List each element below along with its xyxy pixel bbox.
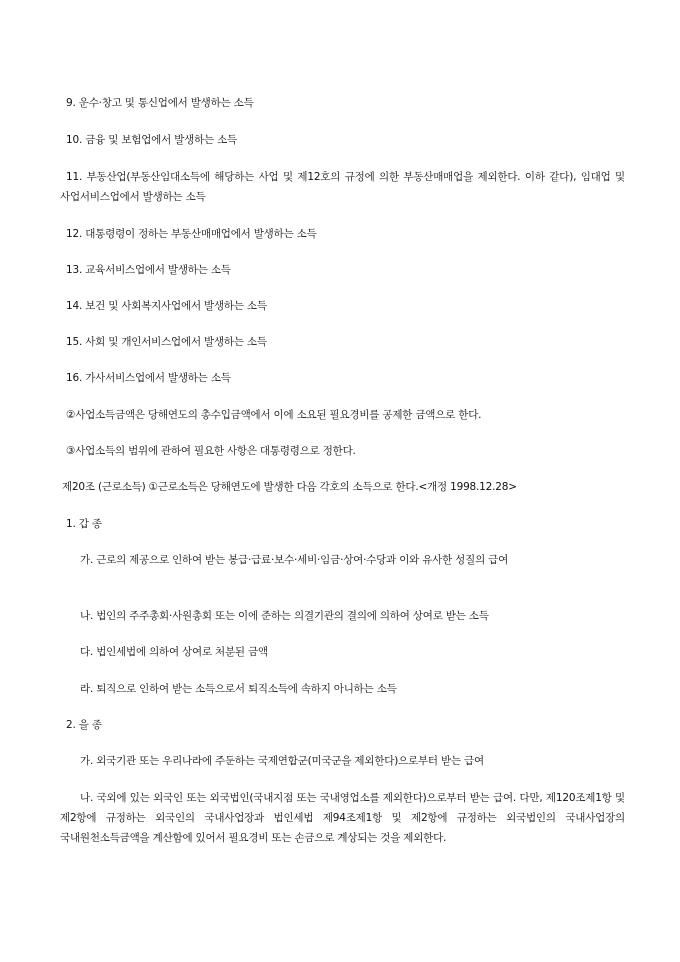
item-14: 14. 보건 및 사회복지사업에서 발생하는 소득	[66, 300, 267, 312]
item-10: 10. 금융 및 보험업에서 발생하는 소득	[66, 134, 237, 146]
item-16: 16. 가사서비스업에서 발생하는 소득	[66, 372, 231, 384]
section-1-heading: 1. 갑 종	[66, 518, 102, 530]
section-1-item-ga-text: 가. 근로의 제공으로 인하여 받는 봉급·급료·보수·세비·임금·상여·수당과 이와 유사한 성질의 급여	[80, 554, 509, 566]
section-1-item-ra: 라. 퇴직으로 인하여 받는 소득으로서 퇴직소득에 속하지 아니하는 소득	[80, 683, 397, 695]
section-1-item-ga	[60, 550, 625, 570]
section-2-item-na: 나. 국외에 있는 외국인 또는 외국법인(국내지점 또는 국내영업소를 제외한다)으로부터 받는 급여. 다만, 제120조제1항 및 제2항에 규정하는 외국인의 국내사업장과 법인세법 제94조제1항 및 제2항에 규정하는 외국법인의 국내사업장의 국내원천소득금액을 계산함에 있어서 필요경비 또는 손금으로 계상되는 것을 제외한다.	[60, 792, 625, 844]
item-15: 15. 사회 및 개인서비스업에서 발생하는 소득	[66, 336, 267, 348]
section-2-heading: 2. 을 종	[66, 719, 102, 731]
item-11: 11. 부동산업(부동산임대소득에 해당하는 사업 및 제12호의 규정에 의한 부동산매매업을 제외한다. 이하 같다), 임대업 및 사업서비스업에서 발생하는 소득	[60, 171, 625, 203]
article-20-heading: 제20조 (근로소득) ①근로소득은 당해연도에 발생한 다음 각호의 소득으로 한다.<개정 1998.12.28>	[62, 481, 517, 493]
section-1-item-da: 다. 법인세법에 의하여 상여로 처분된 금액	[80, 646, 268, 658]
item-13: 13. 교육서비스업에서 발생하는 소득	[66, 264, 231, 276]
section-2-item-ga: 가. 외국기관 또는 우리나라에 주둔하는 국제연합군(미국군을 제외한다)으로부터 받는 급여	[80, 755, 484, 767]
section-1-item-na: 나. 법인의 주주총회·사원총회 또는 이에 준하는 의결기관의 결의에 의하여 상여로 받는 소득	[80, 610, 489, 622]
clause-2: ②사업소득금액은 당해연도의 총수입금액에서 이에 소요된 필요경비를 공제한 금액으로 한다.	[66, 409, 482, 421]
clause-3: ③사업소득의 범위에 관하여 필요한 사항은 대통령령으로 정한다.	[66, 445, 356, 457]
item-9: 9. 운수·창고 및 통신업에서 발생하는 소득	[66, 97, 254, 109]
item-12: 12. 대통령령이 정하는 부동산매매업에서 발생하는 소득	[66, 228, 317, 240]
